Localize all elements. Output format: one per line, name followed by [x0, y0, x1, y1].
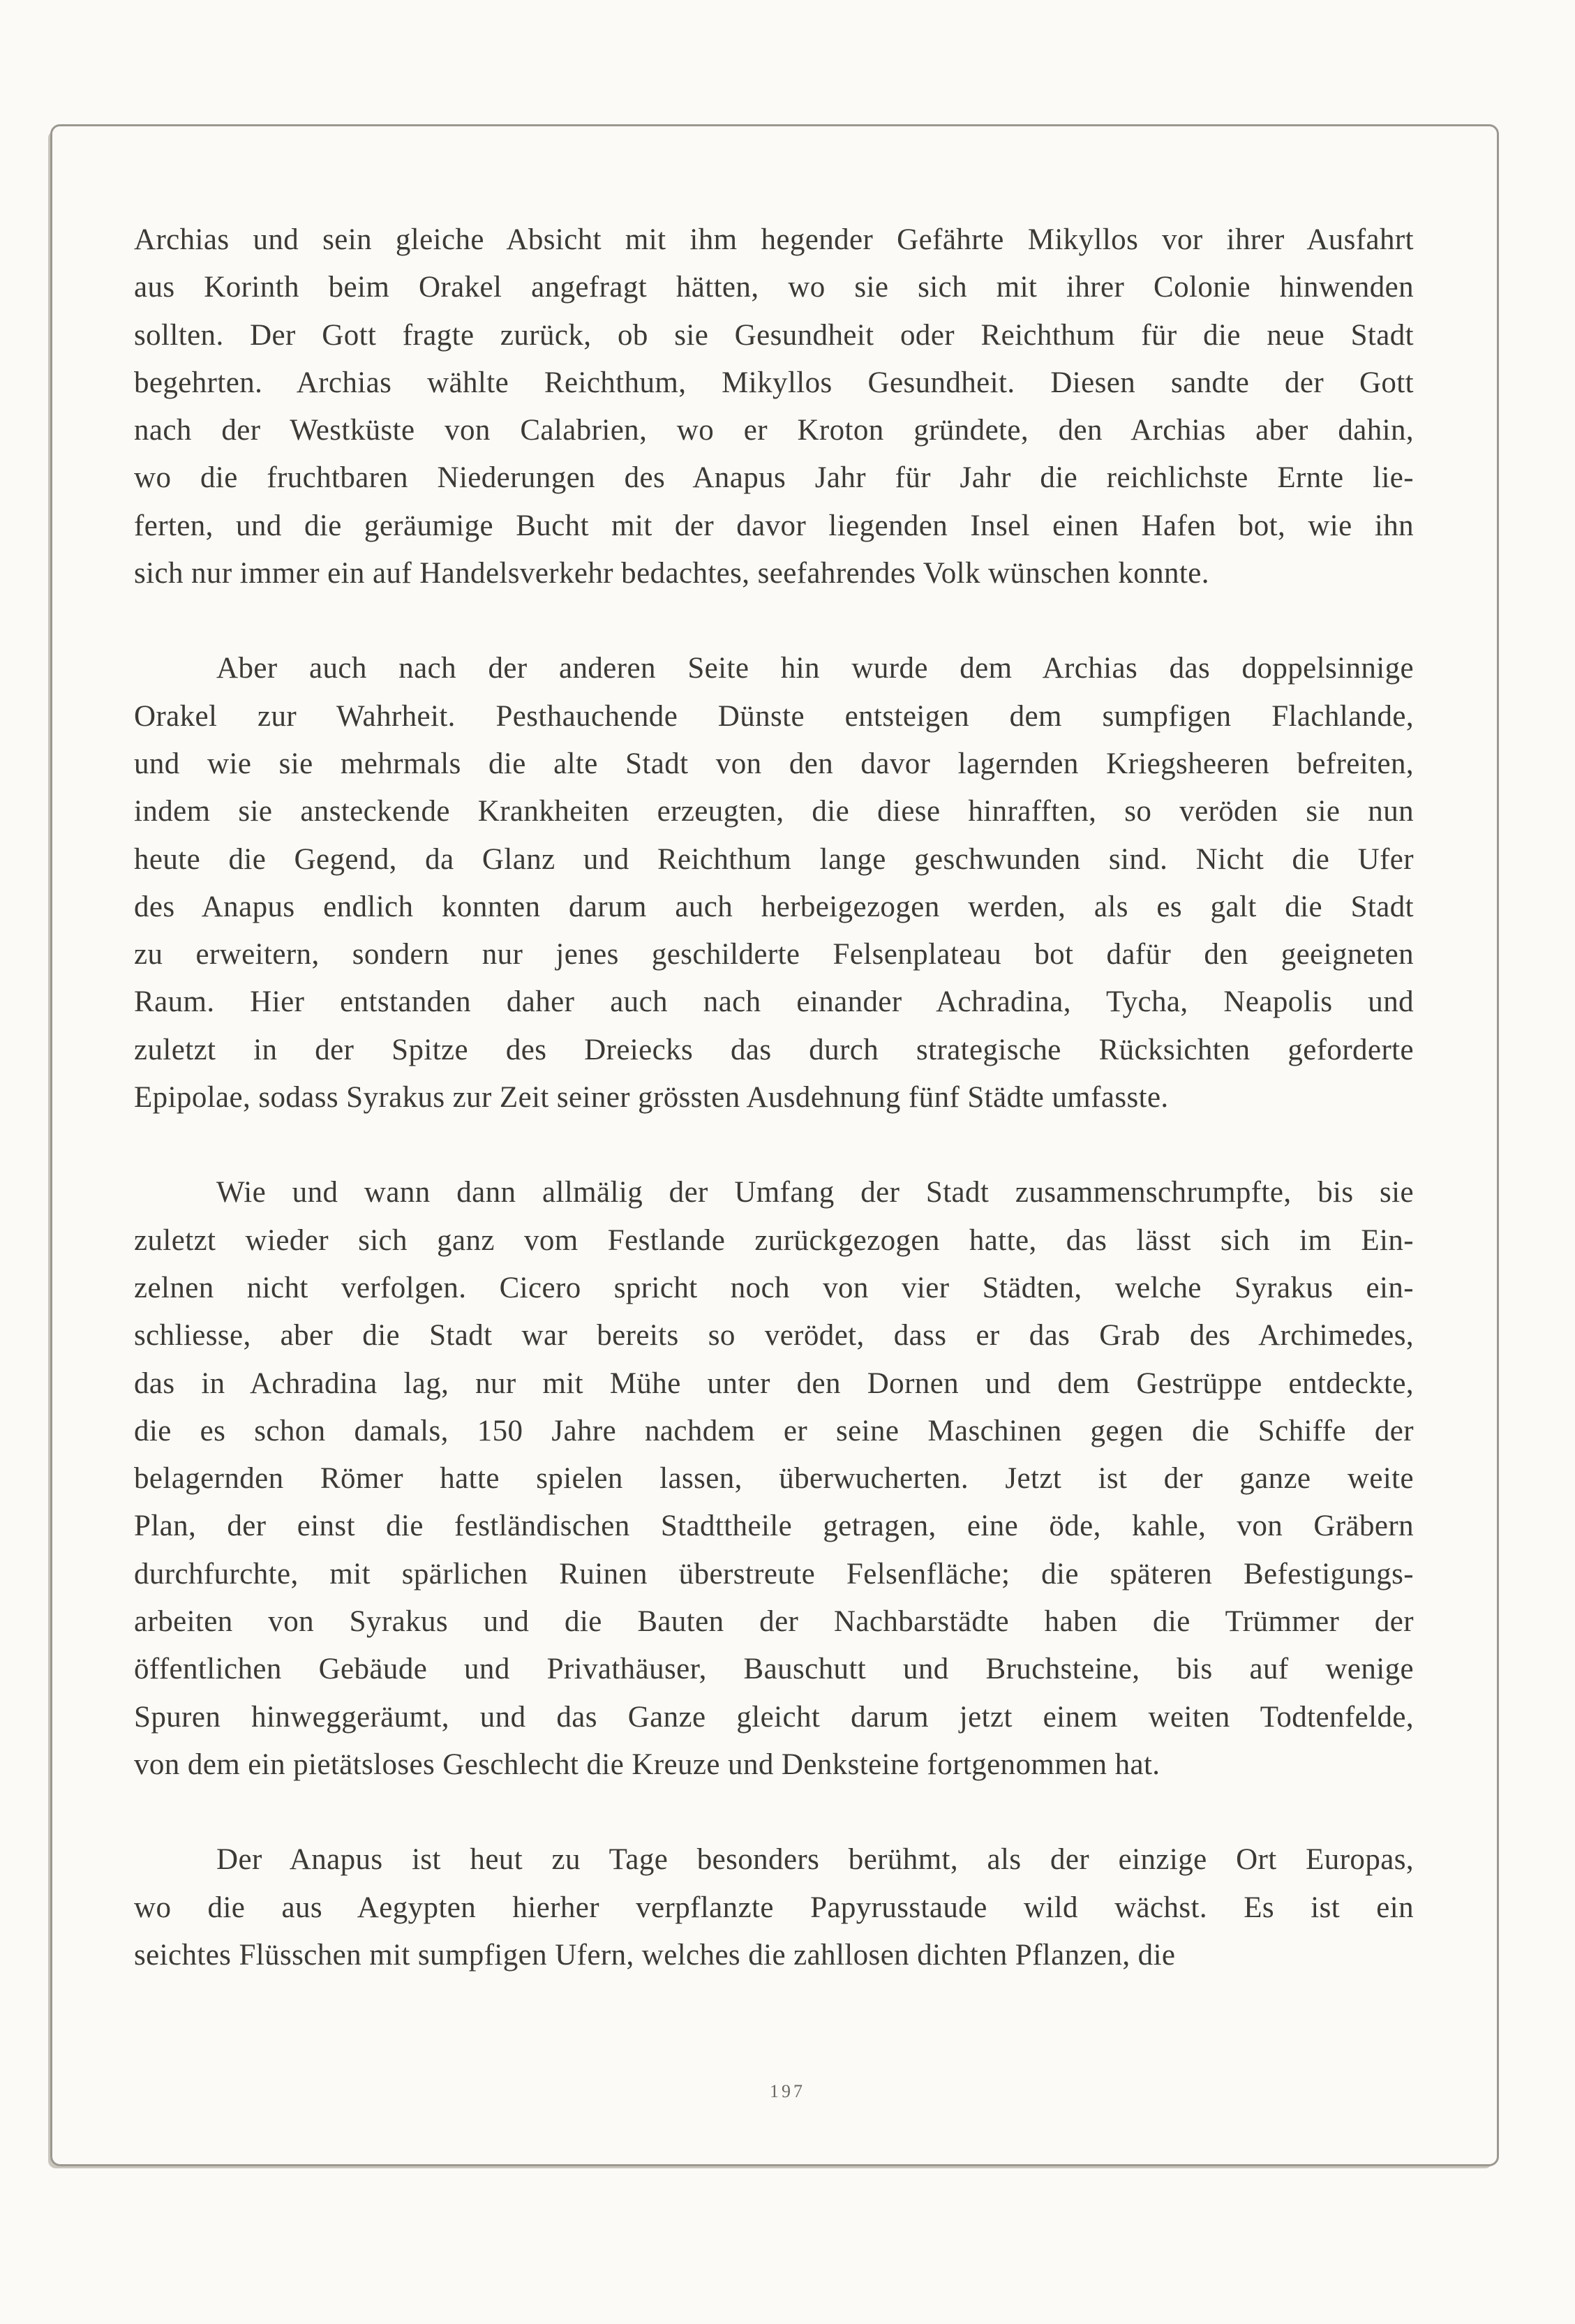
text-line: von dem ein pietätsloses Geschlecht die Kreuze und Denksteine fortgenommen hat. — [134, 1748, 1160, 1781]
paragraph-2 — [134, 645, 1414, 1122]
text-line: begehrten. Archias wählte Reichthum, Mikyllos Gesundheit. Diesen sandte der Gott — [134, 366, 1414, 399]
text-line: Epipolae, sodass Syrakus zur Zeit seiner grössten Ausdehnung fünf Städte umfasste. — [134, 1081, 1169, 1115]
paragraph-gap — [134, 1789, 1414, 1836]
text-line: aus Korinth beim Orakel angefragt hätten, wo sie sich mit ihrer Colonie hinwenden — [134, 271, 1414, 304]
text-line: nach der Westküste von Calabrien, wo er Kroton gründete, den Archias aber dahin, — [134, 414, 1414, 447]
page-number: 197 — [770, 2081, 805, 2101]
text-line: ferten, und die geräumige Bucht mit der davor liegenden Insel einen Hafen bot, wie ihn — [134, 509, 1414, 542]
text-line: wo die fruchtbaren Niederungen des Anapus Jahr für Jahr die reichlichste Ernte lie- — [134, 461, 1414, 495]
paragraph-gap — [134, 597, 1414, 645]
text-line: zuletzt wieder sich ganz vom Festlande zurückgezogen hatte, das lässt sich im Ein- — [134, 1223, 1414, 1257]
text-line: Wie und wann dann allmälig der Umfang der Stadt zusammenschrumpfte, bis sie — [216, 1176, 1414, 1209]
text-line: arbeiten von Syrakus und die Bauten der Nachbarstädte haben die Trümmer der — [134, 1605, 1414, 1639]
text-line: Der Anapus ist heut zu Tage besonders berühmt, als der einzige Ort Europas, — [216, 1843, 1414, 1877]
text-line: Spuren hinweggeräumt, und das Ganze gleicht darum jetzt einem weiten Todtenfelde, — [134, 1700, 1414, 1734]
text-line: Raum. Hier entstanden daher auch nach einander Achradina, Tycha, Neapolis und — [134, 985, 1414, 1019]
text-line: öffentlichen Gebäude und Privathäuser, Bauschutt und Bruchsteine, bis auf wenige — [134, 1653, 1414, 1686]
text-line: seichtes Flüsschen mit sumpfigen Ufern, welches die zahllosen dichten Pflanzen, die — [134, 1938, 1176, 1972]
text-line: Archias und sein gleiche Absicht mit ihm hegender Gefährte Mikyllos vor ihrer Ausfahrt — [134, 223, 1414, 256]
text-line: Plan, der einst die festländischen Stadttheile getragen, eine öde, kahle, von Gräbern — [134, 1510, 1414, 1543]
text-line: Orakel zur Wahrheit. Pesthauchende Dünste entsteigen dem sumpfigen Flachlande, — [134, 699, 1414, 733]
paragraph-4 — [134, 1836, 1414, 1979]
text-line: durchfurchte, mit spärlichen Ruinen überstreute Felsenfläche; die späteren Befestigungs- — [134, 1557, 1414, 1591]
text-line: des Anapus endlich konnten darum auch herbeigezogen werden, als es galt die Stadt — [134, 890, 1414, 923]
paragraph-1 — [134, 216, 1414, 597]
text-line: die es schon damals, 150 Jahre nachdem er seine Maschinen gegen die Schiffe der — [134, 1414, 1414, 1447]
text-line: wo die aus Aegypten hierher verpflanzte Papyrusstaude wild wächst. Es ist ein — [134, 1891, 1414, 1924]
text-line: schliesse, aber die Stadt war bereits so verödet, dass er das Grab des Archimedes, — [134, 1319, 1414, 1353]
text-line: das in Achradina lag, nur mit Mühe unter den Dornen und dem Gestrüppe entdeckte, — [134, 1366, 1414, 1400]
text-line: indem sie ansteckende Krankheiten erzeugten, die diese hinrafften, so veröden sie nun — [134, 795, 1414, 828]
text-line: und wie sie mehrmals die alte Stadt von den davor lagernden Kriegsheeren befreiten, — [134, 747, 1414, 780]
text-line: sich nur immer ein auf Handelsverkehr bedachtes, seefahrendes Volk wünschen konnte. — [134, 557, 1209, 590]
paragraph-3 — [134, 1169, 1414, 1789]
text-line: Aber auch nach der anderen Seite hin wurde dem Archias das doppelsinnige — [216, 652, 1414, 685]
text-line: sollten. Der Gott fragte zurück, ob sie Gesundheit oder Reichthum für die neue Stadt — [134, 318, 1414, 352]
text-line: heute die Gegend, da Glanz und Reichthum lange geschwunden sind. Nicht die Ufer — [134, 842, 1414, 876]
paragraph-gap — [134, 1122, 1414, 1169]
text-line: belagernden Römer hatte spielen lassen, überwucherten. Jetzt ist der ganze weite — [134, 1462, 1414, 1496]
text-line: zelnen nicht verfolgen. Cicero spricht noch von vier Städten, welche Syrakus ein- — [134, 1271, 1414, 1304]
body-text — [134, 216, 1414, 1979]
text-line: zuletzt in der Spitze des Dreiecks das durch strategische Rücksichten geforderte — [134, 1033, 1414, 1066]
text-line: zu erweitern, sondern nur jenes geschilderte Felsenplateau bot dafür den geeigneten — [134, 938, 1414, 971]
